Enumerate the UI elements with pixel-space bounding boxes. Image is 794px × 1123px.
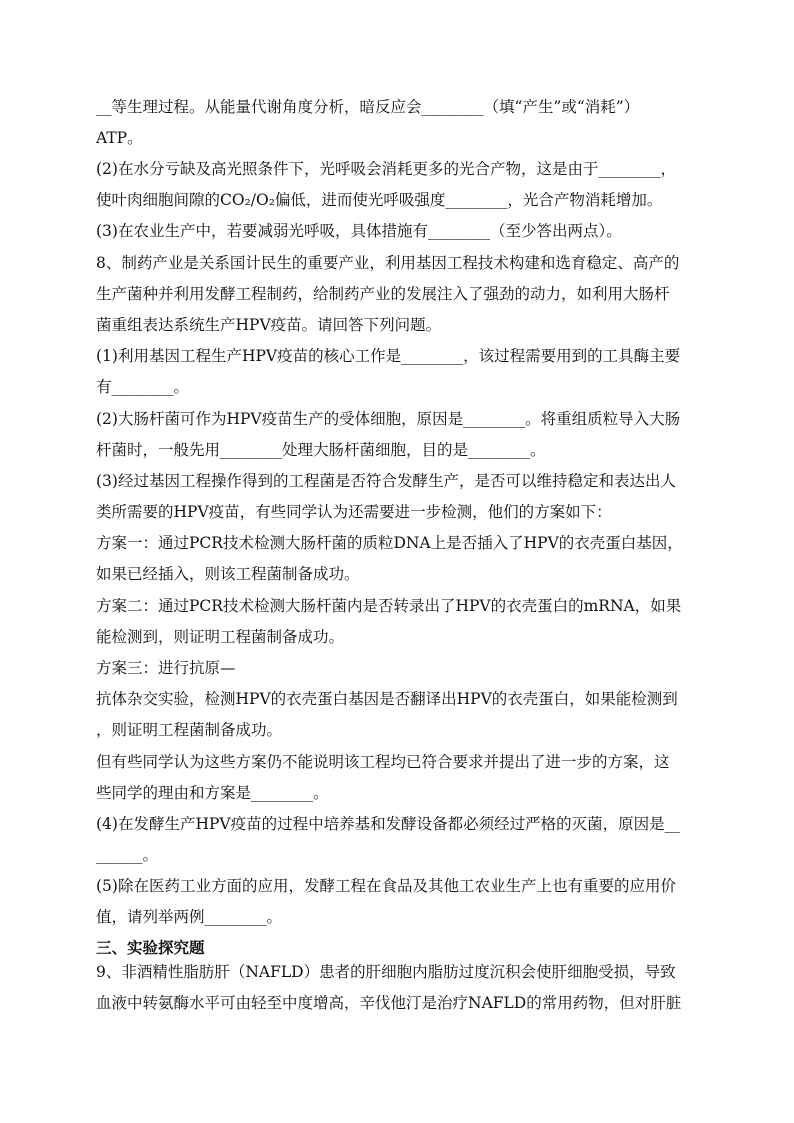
text-line: ，则证明工程菌制备成功。: [96, 721, 283, 739]
text-line: (2)在水分亏缺及高光照条件下，光呼吸会消耗更多的光合产物，这是由于________，: [96, 160, 676, 178]
text-line: (1)利用基因工程生产HPV疫苗的核心工作是________，该过程需要用到的工具酶主要: [96, 347, 681, 365]
section-heading: 三、实验探究题: [96, 939, 205, 957]
text-line: 方案一：通过PCR技术检测大肠杆菌的质粒DNA上是否插入了HPV的衣壳蛋白基因，: [96, 534, 683, 552]
text-line: 能检测到，则证明工程菌制备成功。: [96, 628, 345, 646]
text-line: 抗体杂交实验，检测HPV的衣壳蛋白基因是否翻译出HPV的衣壳蛋白，如果能检测到: [96, 690, 678, 708]
text-line: 菌重组表达系统生产HPV疫苗。请回答下列问题。: [96, 316, 442, 334]
text-line: ATP。: [96, 129, 143, 147]
text-line: ______。: [96, 846, 159, 864]
text-line: 生产菌种并利用发酵工程制药，给制药产业的发展注入了强劲的动力，如利用大肠杆: [96, 285, 670, 303]
text-line: (3)经过基因工程操作得到的工程菌是否符合发酵生产，是否可以维持稳定和表达出人: [96, 472, 676, 490]
text-line: 但有些同学认为这些方案仍不能说明该工程均已符合要求并提出了进一步的方案，这: [96, 753, 670, 771]
text-line: (3)在农业生产中，若要减弱光呼吸，具体措施有________（至少答出两点）。: [96, 222, 622, 240]
text-line: 如果已经插入，则该工程菌制备成功。: [96, 565, 360, 583]
text-line: (2)大肠杆菌可作为HPV疫苗生产的受体细胞，原因是________。将重组质粒导入大肠: [96, 410, 681, 428]
text-line: 值，请列举两例________。: [96, 908, 283, 926]
text-line: 9、非酒精性脂肪肝（NAFLD）患者的肝细胞内脂肪过度沉积会使肝细胞受损，导致: [96, 963, 676, 981]
text-line: 8、制药产业是关系国计民生的重要产业，利用基因工程技术构建和选育稳定、高产的: [96, 254, 680, 272]
text-line: (4)在发酵生产HPV疫苗的过程中培养基和发酵设备都必须经过严格的灭菌，原因是__: [96, 815, 681, 833]
text-line: __等生理过程。从能量代谢角度分析，暗反应会________（填“产生”或“消耗”）: [96, 98, 640, 116]
text-line: 类所需要的HPV疫苗，有些同学认为还需要进一步检测，他们的方案如下：: [96, 503, 612, 521]
text-line: 些同学的理由和方案是________。: [96, 784, 329, 802]
text-line: (5)除在医药工业方面的应用，发酵工程在食品及其他工农业生产上也有重要的应用价: [96, 877, 676, 895]
text-line: 杆菌时，一般先用________处理大肠杆菌细胞，目的是________。: [96, 441, 546, 459]
text-line: 方案二：通过PCR技术检测大肠杆菌内是否转录出了HPV的衣壳蛋白的mRNA，如果: [96, 597, 682, 615]
text-line: 方案三：进行抗原—: [96, 659, 236, 677]
text-line: 血液中转氨酶水平可由轻至中度增高，辛伐他汀是治疗NAFLD的常用药物，但对肝脏: [96, 994, 682, 1012]
text-line: 有________。: [96, 378, 190, 396]
text-line: 使叶肉细胞间隙的CO₂/O₂偏低，进而使光呼吸强度________，光合产物消耗增加。: [96, 191, 663, 209]
